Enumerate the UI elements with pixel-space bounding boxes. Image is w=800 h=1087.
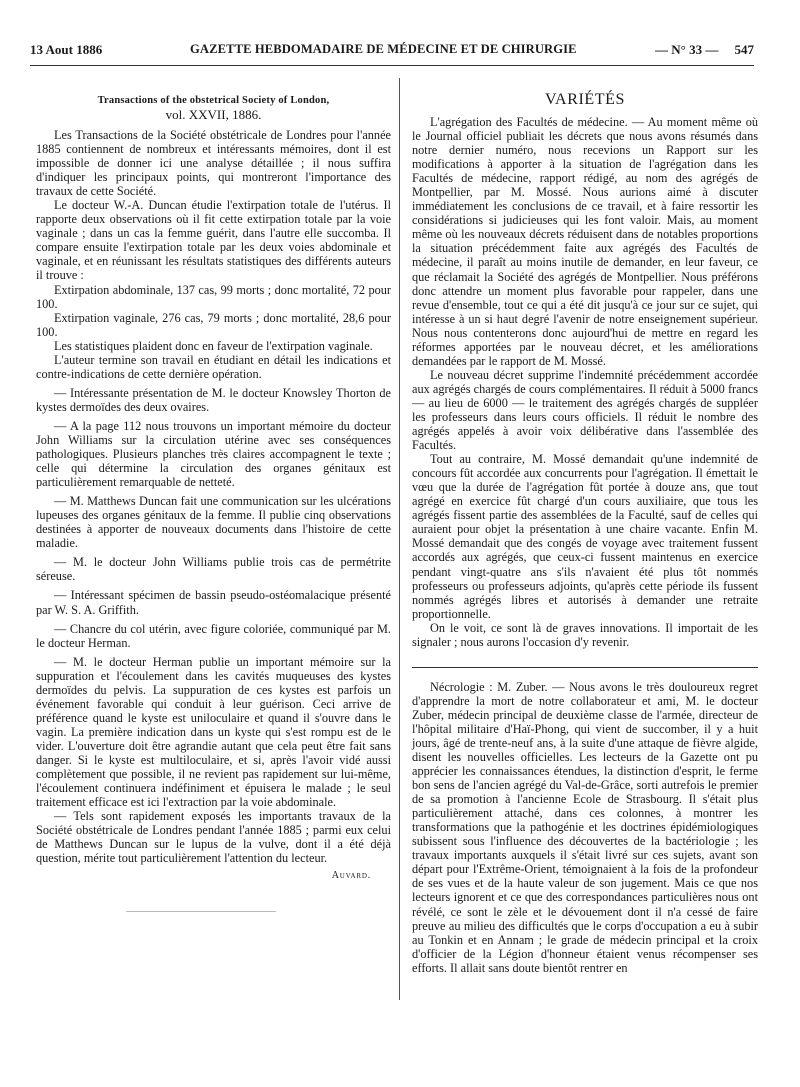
section-title-transactions: Transactions of the obstetrical Society of London, xyxy=(97,95,330,106)
right-column xyxy=(412,91,758,975)
paragraph: Extirpation abdominale, 137 cas, 99 morts ; donc mortalité, 72 pour 100. xyxy=(36,282,391,311)
page-header xyxy=(30,42,754,62)
section-separator xyxy=(412,667,758,668)
column-divider xyxy=(399,78,400,1000)
paragraph: — M. le docteur Herman publie un important mémoire sur la suppuration et l'écoulement dans les cavités muqueuses des kystes dermoïdes du pelvis. La suppuration de ces kystes est parfois un événement favorable qui conduit à leur guérison. Ceci arrive de préférence quand le kyste est uniloculaire et quand il s'ouvre dans le vagin. La première indication dans un kyste qui s'est rompu est de le vider. L'ouverture doit être agrandie autant que cela peut être fait sans danger. Si le kyste est multiloculaire, et si, après l'avoir vidé aussi complètement que possible, il ne revient pas rapidement sur lui-même, l'écoulement continuera indéfiniment et épuisera le malade ; le seul traitement efficace est ici l'extraction par la voie abdominale. xyxy=(36,654,391,810)
paragraph: On le voit, ce sont là de graves innovations. Il importait de les signaler ; nous aurons l'occasion d'y revenir. xyxy=(412,620,758,649)
bottom-rule xyxy=(126,911,276,912)
paragraph: — A la page 112 nous trouvons un important mémoire du docteur John Williams sur la circulation utérine avec ses conséquences pathologiques. Plusieurs planches très claires accompagnent le texte ; celle qui détermine la circulation des organes génitaux est particulièrement remarquable de netteté. xyxy=(36,418,391,490)
paragraph: — Intéressante présentation de M. le docteur Knowsley Thorton de kystes dermoïdes des deux ovaires. xyxy=(36,385,391,414)
paragraph: Les Transactions de la Société obstétricale de Londres pour l'année 1885 contiennent de nombreux et intéressants mémoires, dont il est impossible de donner ici une analyse détaillée ; il nous suffira d'indiquer les principaux points, qui montreront l'importance des travaux de cette Société. xyxy=(36,128,391,199)
paragraph: — Tels sont rapidement exposés les importants travaux de la Société obstétricale de Londres pendant l'année 1885 ; parmi eux celui de Matthews Duncan sur le lupus de la vulve, dont il a été déjà question, mérite tout particulièrement l'attention du lecteur. xyxy=(36,809,391,866)
paragraph: Extirpation vaginale, 276 cas, 79 morts ; donc mortalité, 28,6 pour 100. xyxy=(36,310,391,339)
header-page-number: 547 xyxy=(734,42,754,57)
author-signature: Auvard. xyxy=(331,870,371,882)
header-issue: — N° 33 — xyxy=(655,42,719,57)
paragraph: — Intéressant spécimen de bassin pseudo-ostéomalacique présenté par W. S. A. Griffith. xyxy=(36,588,391,617)
section-subtitle-volume: vol. XXVII, 1886. xyxy=(165,107,262,122)
paragraph-necrologie: Nécrologie : M. Zuber. — Nous avons le très douloureux regret d'apprendre la mort de notre collaborateur et ami, M. le docteur Zuber, médecin principal de deuxième classe de l'armée, directeur de l'hôpital militaire d'Haï-Phong, qui vient de succomber, il y a huit jours, âgé de trente-neuf ans, à la suite d'une attaque de fièvre algide, disent les nouvelles officielles. Les lecteurs de la Gazette ont pu apprécier les connaissances étendues, la distinction d'esprit, le ferme bon sens de l'ancien agrégé du Val-de-Grâce, sorti autrefois le premier de sa promotion à l'ancienne Ecole de Strasbourg. Il s'était plus particulièrement attaché, dans ces colonnes, à montrer les transformations que la pathogénie et les doctrines épidémiologiques subissent sous l'influence des découvertes de la bactériologie ; les travaux importants auxquels il s'était livré sur ces sujets, avant son départ pour l'Extrême-Orient, témoignaient à la fois de la profondeur de ses vues et de la haute valeur de son jugement. Mais ce que nos lecteurs ignorent et ce que des correspondances particulières nous ont révélé, ce sont le zèle et le dévouement dont il n'a cessé de faire preuve au milieu des difficultés que le corps d'occupation a eu à subir au Tonkin et en Annam ; le grade de médecin principal et la croix d'officier de la Légion d'honneur étaient venus récompenser ses efforts. Il allait sans doute bientôt rentrer en xyxy=(412,679,758,975)
header-date: 13 Aout 1886 xyxy=(30,42,103,57)
paragraph: — Chancre du col utérin, avec figure coloriée, communiqué par M. le docteur Herman. xyxy=(36,621,391,650)
paragraph: Les statistiques plaident donc en faveur de l'extirpation vaginale. xyxy=(54,338,373,353)
paragraph: — M. Matthews Duncan fait une communication sur les ulcérations lupeuses des organes génitaux de la femme. Il publie cinq observations destinées à apporter de nouveaux documents dans l'histoire de cette maladie. xyxy=(36,494,391,551)
paragraph: Le nouveau décret supprime l'indemnité précédemment accordée aux agrégés chargés de cours complémentaires. Il réduit à 5000 francs — au lieu de 6000 — le traitement des agrégés chargés de suppléer les professeurs dans leurs cours officiels. Il réduit le nombre des agrégés appelés à avoir voix délibérative dans l'assemblée des Facultés. xyxy=(412,367,758,453)
paragraph: L'auteur termine son travail en étudiant en détail les indications et contre-indications de cette dernière opération. xyxy=(36,352,391,381)
paragraph: L'agrégation des Facultés de médecine. — Au moment même où le Journal officiel publiait les décrets que nous avons résumés dans notre dernier numéro, nous recevions un Rapport sur les modifications à apporter à la situation de l'agrégation dans les Facultés de médecine, rapport rédigé, au nom des agrégés de Montpellier, par M. Mossé. Nous aurions aimé à discuter immédiatement les conclusions de ce travail, et à faire ressortir les considérations si judicieuses qui les font valoir. Mais, au moment même où les nouveaux décrets réduisent dans de notables proportions la situation précédemment faite aux agrégés des Facultés de médecine, il paraît au moins inutile de demander, en leur faveur, ce que réclamait la Société des agrégés de Montpellier. Nous préférons donc attendre un moment plus favorable pour rappeler, dans une revue d'ensemble, tout ce qui a été dit jusqu'à ce jour sur ce sujet, qui intéresse à un si haut degré l'avenir de notre enseignement supérieur. Nous nous contenterons donc aujourd'hui de mettre en regard les réformes apportées par le nouveau décret, et les améliorations demandées par le rapport de M. Mossé. xyxy=(412,115,758,368)
paragraph: Le docteur W.-A. Duncan étudie l'extirpation totale de l'utérus. Il rapporte deux observations où il fit cette extirpation totale par la voie vaginale ; dans un cas la femme guérit, dans l'autre elle succomba. Il compare ensuite l'extirpation totale par les deux voies abdominale et vaginale, et en réunissant les résultats statistiques des différents auteurs il trouve : xyxy=(36,198,391,283)
left-column xyxy=(36,94,391,912)
paragraph: — M. le docteur John Williams publie trois cas de permétrite séreuse. xyxy=(36,555,391,584)
header-title: GAZETTE HEBDOMADAIRE DE MÉDECINE ET DE CHIRURGIE xyxy=(190,42,577,56)
section-title-varietes: VARIÉTÉS xyxy=(544,91,626,108)
paragraph: Tout au contraire, M. Mossé demandait qu'une indemnité de concours fût accordée aux concurrents pour l'agrégation. Il émettait le vœu que la durée de l'agrégation fût portée à douze ans, que tout agrégé en exercice fût chargé d'un cours auxiliaire, que tous les agrégés fissent partie des assemblées de la Faculté, sauf de celles qui auraient pour objet la présentation à une chaire vacante. Enfin M. Mossé demandait que des congés de voyage avec traitement fussent accordés aux agrégés, que ceux-ci fussent maintenus en exercice pendant vingt-quatre ans s'ils n'avaient été plus tôt nommés professeurs ou professeurs adjoints, qu'après cette période ils fussent nommés agrégés libres et autorisés à demander une retraite proportionnelle. xyxy=(412,452,758,621)
header-rule xyxy=(30,65,754,66)
